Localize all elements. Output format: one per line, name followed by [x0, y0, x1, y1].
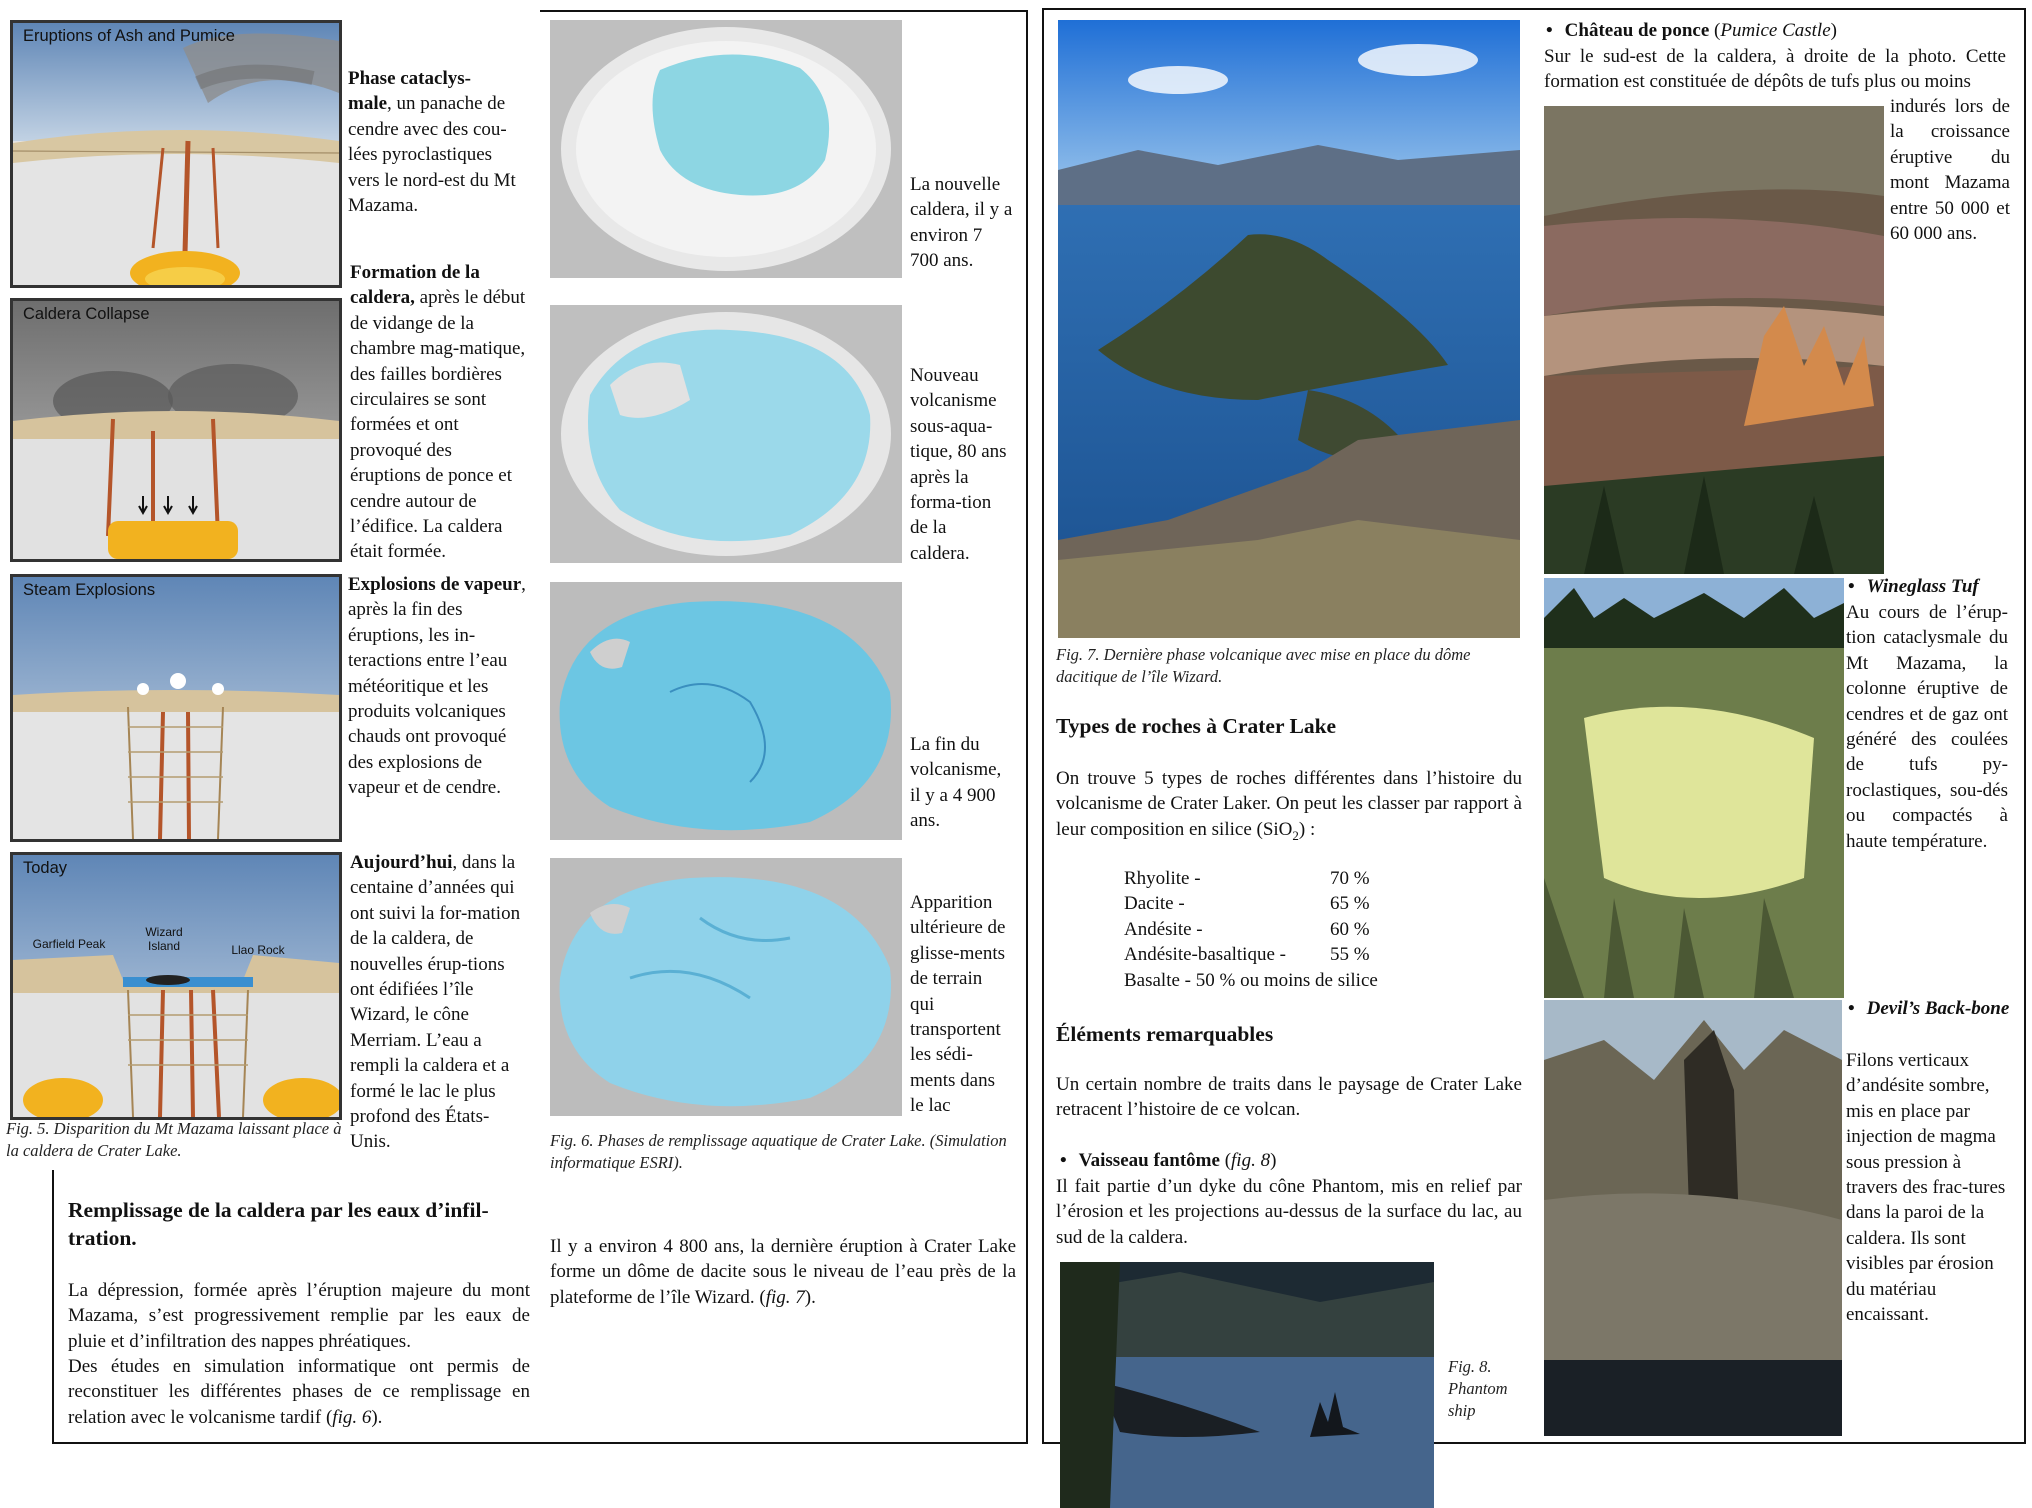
phase3-text [348, 572, 526, 801]
rock-intro-text: On trouve 5 types de roches différentes dans l’histoire du volcanisme de Crater Laker. On peut les classer par rapport à leur composition en silice (SiO [1056, 768, 1522, 840]
section-p2-b: ). [371, 1406, 383, 1428]
section-title-remplissage: Remplissage de la caldera par les eaux d’infil-tration. [68, 1198, 489, 1250]
dome-text-b: ). [804, 1286, 816, 1308]
rock-row [1124, 917, 1370, 942]
rock-basalt-line: Basalte - 50 % ou moins de silice [1124, 970, 1378, 991]
dome-text-a: Il y a environ 4 800 ans, la dernière éruption à Crater Lake forme un dôme de dacite sous le niveau de l’eau près de la plateforme de l’île Wizard. ( [550, 1236, 1016, 1308]
diagram-steam-title: Steam Explosions [23, 581, 156, 599]
rock-value: 70 % [1330, 868, 1370, 889]
map-phase-2 [550, 305, 902, 563]
rock-value: 55 % [1330, 944, 1370, 966]
rock-intro-subscript: 2 [1292, 827, 1299, 843]
rock-name: Dacite - [1124, 893, 1185, 915]
phantom-text: Il fait partie d’un dyke du cône Phantom, mis en relief par l’érosion et les projections au-dessus de la surface du lac, au sud de la caldera. [1056, 1176, 1522, 1248]
fig7-caption: Fig. 7. Dernière phase volcanique avec mise en place du dôme dacitique de l’île Wizard. [1056, 645, 1471, 686]
photo-wineglass-tuf [1544, 578, 1844, 998]
rock-name: Rhyolite - [1124, 868, 1201, 889]
label-llao-rock: Llao Rock [231, 943, 285, 957]
remarkable-elements-intro: Un certain nombre de traits dans le paysage de Crater Lake retracent l’histoire de ce volcan. [1056, 1074, 1522, 1121]
diagram-steam-explosions [10, 574, 342, 842]
section-paragraph-2 [68, 1354, 530, 1430]
rock-value: 65 % [1330, 893, 1370, 915]
dome-fig-ref: fig. 7 [765, 1286, 805, 1308]
castle-heading: • Château de ponce (Pumice Castle) [1546, 18, 2016, 43]
phantom-fig-ref: fig. 8 [1231, 1150, 1271, 1171]
devil-title: Devil’s Back-bone [1866, 998, 2010, 1019]
phase1-text [348, 66, 526, 218]
rock-types-table [1124, 866, 1370, 968]
phase2-body: après le début de vidange de la chambre mag-matique, des failles bordières circulaires se sont formées et ont provoqué des éruptions de ponce et cendre autour de l’édifice. La caldera était formée. [350, 287, 526, 563]
castle-alt-title: Pumice Castle [1720, 20, 1831, 41]
diagram-eruptions-art [13, 23, 339, 285]
phase1-body: , un panache de cendre avec des cou-lées pyroclastiques vers le nord-est du Mt Mazama. [348, 93, 516, 217]
left-page-top-line [540, 10, 1028, 12]
rock-value: 60 % [1330, 918, 1370, 940]
map1-caption: La nouvelle caldera, il y a environ 7 700 ans. [910, 174, 1013, 272]
diagram-caldera-collapse [10, 298, 342, 562]
devil-heading [1848, 996, 2018, 1021]
wineglass-title: Wineglass Tuf [1866, 576, 1979, 597]
fig8-caption: Fig. 8. Phantom ship [1448, 1357, 1508, 1420]
photo-pumice-castle [1544, 106, 1884, 574]
diagram-collapse-title: Caldera Collapse [23, 305, 150, 323]
section-p2-fig-ref: fig. 6 [332, 1406, 372, 1428]
diagram-steam-art [13, 577, 339, 839]
map3-caption: La fin du volcanisme, il y a 4 900 ans. [910, 734, 1002, 832]
wineglass-heading [1848, 574, 2018, 599]
rock-name: Andésite-basaltique - [1124, 944, 1286, 966]
photo-wizard-island [1058, 20, 1520, 638]
phase4-bold: Aujourd’hui [350, 852, 453, 873]
map2-caption: Nouveau volcanisme sous-aqua-tique, 80 ans après la forma-tion de la caldera. [910, 365, 1007, 564]
castle-text-1: Sur le sud-est de la caldera, à droite de la photo. Cette formation est constituée de dépôts de tufs plus ou moins [1544, 46, 2006, 93]
rock-types-title: Types de roches à Crater Lake [1056, 714, 1337, 738]
phantom-bullet [1060, 1150, 1079, 1171]
phantom-title: Vaisseau fantôme [1078, 1150, 1220, 1171]
devil-bullet [1848, 998, 1867, 1019]
rock-row [1124, 866, 1370, 891]
label-wizard-island: Wizard Island [145, 925, 183, 953]
diagram-today [10, 852, 342, 1120]
map-phase-1 [550, 20, 902, 278]
fig6-caption: Fig. 6. Phases de remplissage aquatique de Crater Lake. (Simulation informatique ESRI). [550, 1131, 1007, 1172]
castle-title: Château de ponce [1564, 20, 1710, 41]
wineglass-bullet [1848, 576, 1867, 597]
diagram-eruptions [10, 20, 342, 288]
phase2-text [350, 260, 526, 565]
phase4-text [350, 850, 528, 1155]
phase3-bold: Explosions de vapeur [348, 574, 522, 595]
phantom-heading: • Vaisseau fantôme (fig. 8) [1060, 1148, 1526, 1173]
rock-intro-end: ) : [1298, 818, 1316, 840]
left-page-left-line [52, 1170, 54, 1444]
dome-paragraph [550, 1234, 1016, 1310]
castle-bullet [1546, 20, 1565, 41]
rock-row [1124, 942, 1370, 967]
diagram-eruptions-title: Eruptions of Ash and Pumice [23, 27, 235, 45]
phase2-bold: Formation de la caldera, [350, 262, 480, 309]
phase1-bold: Phase cataclys- male [348, 68, 471, 115]
label-garfield-peak: Garfield Peak [32, 937, 106, 951]
map-phase-3 [550, 582, 902, 840]
rock-row [1124, 891, 1370, 916]
diagram-collapse-art [13, 301, 339, 559]
section-p2-a: Des études en simulation informatique ont permis de reconstituer les différentes phases de ce remplissage en relation avec le volcanisme tardif ( [68, 1356, 530, 1428]
diagram-today-art [13, 855, 339, 1117]
phase3-body: , après la fin des éruptions, les in-teractions entre l’eau météoritique et les produits volcaniques chauds ont provoqué des explosions de vapeur et de cendre. [348, 574, 526, 799]
photo-phantom-ship [1060, 1262, 1434, 1508]
diagram-today-title: Today [23, 859, 68, 877]
phase4-body: , dans la centaine d’années qui ont suivi la for-mation de la caldera, de nouvelles érup-tions ont édifiées l’île Wizard, le cône Merriam. L’eau a rempli la caldera et a formé le lac le plus profond des États-Unis. [350, 852, 521, 1153]
rock-name: Andésite - [1124, 918, 1203, 940]
fig5-caption: Fig. 5. Disparition du Mt Mazama laissant place à la caldera de Crater Lake. [6, 1119, 342, 1160]
section-paragraph-1: La dépression, formée après l’éruption majeure du mont Mazama, s’est progressivement remplie par les eaux de pluie et d’infiltration des nappes phréatiques. [68, 1280, 530, 1352]
castle-text-2: indurés lors de la croissance éruptive du mont Mazama entre 50 000 et 60 000 ans. [1890, 96, 2010, 245]
map4-caption: Apparition ultérieure de glisse-ments de terrain qui transportent les sédi-ments dans le lac [910, 892, 1006, 1117]
remarkable-elements-title: Éléments remarquables [1056, 1022, 1274, 1046]
rock-types-intro [1056, 766, 1522, 848]
map-phase-4 [550, 858, 902, 1116]
wineglass-text: Au cours de l’érup-tion cataclysmale du Mt Mazama, la colonne éruptive de cendres et de gaz ont généré des coulées de tufs py-roclastiques, sou-dés ou compactés à haute température. [1846, 602, 2008, 852]
devil-text: Filons verticaux d’andésite sombre, mis en place par injection de magma sous pression à travers des frac-tures dans la paroi de la caldera. Ils sont visibles par érosion du matériau encaissant. [1846, 1050, 2006, 1326]
photo-devils-backbone [1544, 1000, 1842, 1436]
